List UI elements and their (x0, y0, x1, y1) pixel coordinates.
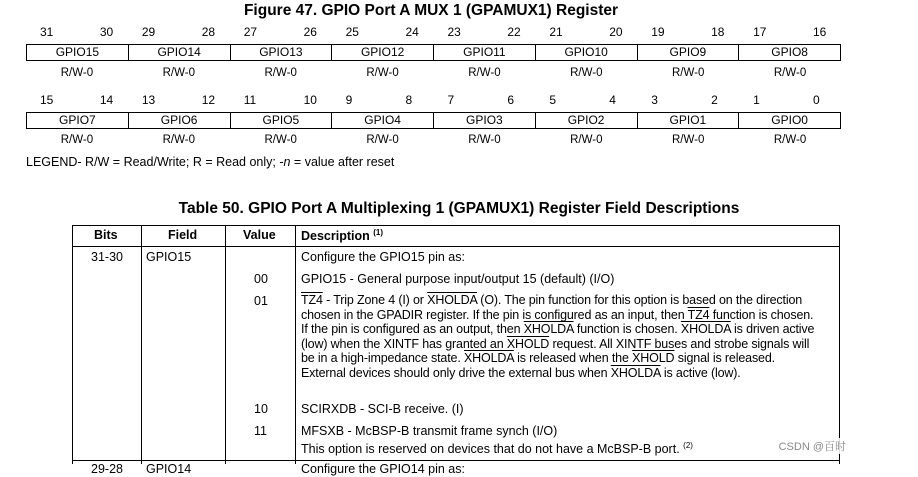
register-field: GPIO6 (128, 113, 230, 128)
bit-number: 10 (303, 93, 317, 107)
access-type: R/W-0 (264, 67, 297, 79)
bit-number: 18 (711, 25, 725, 39)
column-divider-value (295, 225, 296, 464)
register-access-lower (26, 133, 841, 148)
row1-desc-11 (301, 424, 821, 456)
bit-numbers-upper (26, 25, 841, 41)
bit-number: 9 (345, 93, 353, 107)
access-type: R/W-0 (468, 67, 501, 79)
signal-xholda: XHOLDA (463, 351, 514, 365)
desc-01-i: is active (low). (660, 365, 741, 380)
register-field: GPIO11 (433, 45, 535, 60)
legend-n: n (283, 155, 291, 169)
register-access-upper (26, 66, 841, 81)
legend-prefix: LEGEND- R/W = Read/Write; R = Read only; - (26, 155, 284, 169)
row1-bits: 31-30 (91, 250, 123, 264)
access-type: R/W-0 (162, 134, 195, 146)
header-description-note: (1) (373, 228, 384, 237)
desc-01-b: (O). The pin function for this option is based on the direction chosen in the GPADIR register. If the pin is configured as an input, then (301, 293, 803, 322)
access-type: R/W-0 (60, 134, 94, 146)
row1-intro: Configure the GPIO15 pin as: (301, 250, 465, 264)
register-field: GPIO4 (331, 113, 433, 128)
header-field: Field (168, 228, 198, 242)
access-type: R/W-0 (366, 134, 399, 146)
register-field: GPIO3 (433, 113, 535, 128)
desc-11-note: (2) (683, 440, 693, 450)
bit-number: 16 (813, 25, 827, 39)
register-field: GPIO0 (738, 113, 840, 128)
bit-number: 1 (753, 93, 760, 107)
register-field: GPIO13 (230, 45, 332, 60)
signal-xhold: XHOLD (506, 336, 550, 351)
access-type: R/W-0 (60, 67, 94, 79)
table-title: Table 50. GPIO Port A Multiplexing 1 (GPAMUX1) Register Field Descriptions (178, 200, 740, 217)
bit-number: 17 (753, 25, 767, 39)
bit-number: 31 (40, 25, 54, 39)
desc-11-line2: This option is reserved on devices that do not have a McBSP-B port. (301, 441, 680, 456)
access-type: R/W-0 (162, 67, 195, 79)
bit-number: 29 (141, 25, 156, 39)
bit-number: 14 (99, 93, 114, 107)
table-left-border (72, 225, 73, 464)
header-description-label: Description (301, 229, 370, 244)
bit-number: 25 (345, 25, 359, 39)
desc-01-a: - Trip Zone 4 (I) or (322, 293, 428, 307)
desc-01-f: request. All XINTF buses and strobe signals will be in a high-impedance state. (301, 336, 810, 365)
row2-bits: 29-28 (91, 462, 123, 476)
bit-number: 12 (201, 93, 216, 107)
bit-number: 0 (813, 93, 820, 107)
header-description (301, 228, 383, 243)
bit-number: 23 (447, 25, 461, 39)
row1-desc-00: GPIO15 - General purpose input/output 15 (default) (I/O) (301, 272, 615, 286)
signal-xholda: XHOLDA (523, 322, 574, 336)
bit-number: 27 (243, 25, 258, 39)
access-type: R/W-0 (468, 134, 501, 146)
bit-number: 19 (651, 25, 665, 39)
bit-number: 4 (609, 93, 616, 107)
row2-field: GPIO14 (146, 462, 192, 476)
register-field: GPIO5 (230, 113, 332, 128)
row1-desc-01 (301, 293, 821, 380)
bit-number: 5 (549, 93, 557, 107)
bit-number: 15 (40, 93, 54, 107)
bit-number: 8 (405, 93, 413, 107)
register-fields-upper (26, 44, 841, 61)
register-field: GPIO14 (128, 45, 230, 60)
row2-description: Configure the GPIO14 pin as: (301, 462, 465, 476)
watermark: CSDN @百时 (777, 438, 848, 454)
register-fields-lower (26, 112, 841, 129)
register-field: GPIO2 (535, 113, 637, 128)
legend (26, 155, 394, 169)
row1-value-11: 11 (254, 424, 267, 438)
bit-number: 24 (405, 25, 419, 39)
row1-field: GPIO15 (146, 250, 192, 264)
bit-number: 6 (507, 93, 515, 107)
bit-numbers-lower (26, 93, 841, 109)
bit-number: 22 (507, 25, 521, 39)
bit-number: 13 (141, 93, 156, 107)
signal-tz4: TZ4 (687, 307, 710, 322)
desc-01-h: signal is released. External devices should only drive the external bus when (301, 351, 775, 380)
row1-value-00: 00 (254, 272, 268, 286)
bit-number: 28 (201, 25, 216, 39)
row1-value-10: 10 (254, 402, 268, 416)
register-field: GPIO8 (738, 45, 840, 60)
bit-number: 20 (609, 25, 623, 39)
access-type: R/W-0 (672, 67, 705, 79)
signal-xholda: XHOLDA (680, 322, 731, 336)
signal-xholda: XHOLDA (610, 365, 661, 380)
header-bits: Bits (94, 228, 118, 242)
signal-tz4: TZ4 (301, 293, 323, 307)
register-field: GPIO9 (637, 45, 739, 60)
row1-value-01: 01 (254, 294, 268, 308)
row1-desc-10: SCIRXDB - SCI-B receive. (I) (301, 402, 464, 416)
field-description-table (72, 225, 840, 476)
access-type: R/W-0 (773, 67, 807, 79)
row-separator (72, 460, 840, 461)
access-type: R/W-0 (570, 67, 603, 79)
bit-number: 26 (303, 25, 317, 39)
table-top-border (72, 225, 840, 226)
header-value: Value (243, 228, 276, 242)
desc-11-line1: MFSXB - McBSP-B transmit frame synch (I/O) (301, 424, 558, 438)
register-field: GPIO1 (637, 113, 739, 128)
access-type: R/W-0 (264, 134, 297, 146)
column-divider-bits (141, 225, 142, 464)
desc-01-g: is released when the (513, 351, 633, 365)
access-type: R/W-0 (570, 134, 603, 146)
bit-number: 7 (447, 93, 455, 107)
table-right-border (839, 225, 840, 464)
access-type: R/W-0 (672, 134, 705, 146)
bit-number: 21 (549, 25, 563, 39)
header-separator (72, 246, 840, 247)
legend-suffix: = value after reset (290, 155, 395, 169)
register-field: GPIO10 (535, 45, 637, 60)
bit-number: 30 (99, 25, 114, 39)
bit-number: 3 (651, 93, 658, 107)
bit-number: 2 (711, 93, 718, 107)
column-divider-field (225, 225, 226, 464)
signal-xholda: XHOLDA (427, 293, 477, 307)
access-type: R/W-0 (773, 134, 807, 146)
desc-01-c: function is chosen. If the pin is configured as an output, then (301, 307, 814, 336)
register-field: GPIO7 (59, 113, 96, 127)
register-field: GPIO12 (331, 45, 433, 60)
desc-01-d: function is chosen. (573, 322, 681, 336)
desc-01-e: is driven active (low) when the XINTF has granted an (301, 322, 815, 351)
signal-xhold: XHOLD (632, 351, 675, 365)
register-field: GPIO15 (55, 45, 100, 59)
bit-number: 11 (243, 93, 257, 107)
figure-title: Figure 47. GPIO Port A MUX 1 (GPAMUX1) Register (243, 2, 619, 19)
access-type: R/W-0 (366, 67, 399, 79)
